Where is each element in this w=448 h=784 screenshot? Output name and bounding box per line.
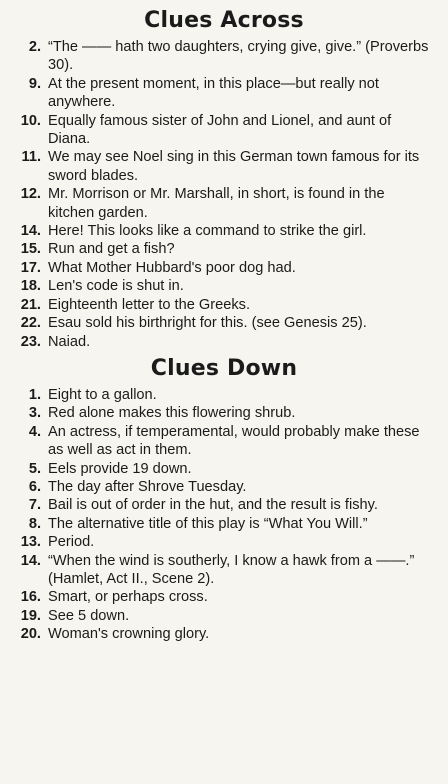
clue-text: Woman's crowning glory. — [48, 626, 210, 643]
clue-number: 15. — [20, 241, 41, 258]
clue-number: 5. — [28, 460, 41, 477]
clue-item — [8, 423, 440, 460]
clue-item — [8, 75, 440, 112]
clue-item — [8, 588, 440, 606]
clue-text: See 5 down. — [48, 607, 130, 624]
clue-text: The alternative title of this play is “What You Will.” — [48, 515, 368, 532]
clue-number: 18. — [20, 278, 41, 295]
clue-text: Period. — [48, 534, 95, 551]
clue-text: Len's code is shut in. — [48, 278, 184, 295]
clue-number: 17. — [20, 259, 41, 276]
clue-number: 14. — [20, 552, 41, 569]
clue-item — [8, 333, 440, 351]
clue-number: 4. — [28, 423, 41, 440]
clue-number: 10. — [20, 112, 41, 129]
clue-item — [8, 38, 440, 75]
clue-number: 13. — [20, 534, 41, 551]
clue-text: What Mother Hubbard's poor dog had. — [48, 259, 296, 276]
clue-item — [8, 277, 440, 295]
clue-item — [8, 314, 440, 332]
clue-number: 8. — [28, 515, 41, 532]
clue-text: Mr. Morrison or Mr. Marshall, in short, is found in the kitchen garden. — [48, 186, 385, 221]
clue-text: The day after Shrove Tuesday. — [48, 478, 247, 495]
clue-item — [8, 148, 440, 185]
clue-item — [8, 533, 440, 551]
clues-across-list — [8, 38, 440, 351]
clue-text: “When the wind is southerly, I know a hawk from a ——.” (Hamlet, Act II., Scene 2). — [48, 552, 415, 587]
clue-text: Smart, or perhaps cross. — [48, 589, 208, 606]
clue-item — [8, 625, 440, 643]
clues-across-section — [8, 4, 440, 351]
clue-item — [8, 496, 440, 514]
clue-item — [8, 404, 440, 422]
clue-number: 19. — [20, 607, 41, 624]
clues-down-section — [8, 352, 440, 644]
clue-text: Equally famous sister of John and Lionel, and aunt of Diana. — [48, 112, 392, 148]
clue-item — [8, 478, 440, 496]
clues-down-heading: Clues Down — [150, 355, 298, 381]
clue-text: Red alone makes this flowering shrub. — [48, 405, 296, 422]
clue-number: 16. — [20, 589, 41, 606]
clue-text: Eight to a gallon. — [48, 386, 157, 403]
clue-number: 11. — [21, 149, 41, 166]
clue-item — [8, 460, 440, 478]
clue-number: 1. — [28, 386, 41, 403]
clue-text: “The —— hath two daughters, crying give, give.” (Proverbs 30). — [48, 39, 429, 74]
clue-number: 22. — [20, 315, 41, 332]
clue-item — [8, 552, 440, 589]
clue-number: 12. — [20, 186, 41, 203]
clue-item — [8, 386, 440, 404]
clue-text: Eels provide 19 down. — [48, 460, 192, 477]
clue-number: 2. — [28, 39, 41, 55]
clue-item — [8, 515, 440, 533]
clue-text: At the present moment, in this place—but really not anywhere. — [48, 75, 379, 111]
clue-number: 9. — [28, 75, 41, 92]
clue-text: Here! This looks like a command to strike the girl. — [48, 223, 367, 240]
clue-text: Naiad. — [48, 333, 91, 350]
clue-text: Bail is out of order in the hut, and the result is fishy. — [48, 497, 378, 514]
clues-down-list — [8, 386, 440, 644]
clue-number: 14. — [20, 223, 41, 240]
clue-number: 23. — [20, 333, 41, 350]
clue-number: 6. — [28, 478, 41, 495]
clue-item — [8, 607, 440, 625]
clue-item — [8, 296, 440, 314]
clue-item — [8, 222, 440, 240]
clue-text: Esau sold his birthright for this. (see Genesis 25). — [48, 315, 367, 332]
clue-item — [8, 185, 440, 222]
clue-text: Eighteenth letter to the Greeks. — [48, 296, 250, 313]
clue-number: 21. — [20, 296, 41, 313]
clue-number: 7. — [28, 497, 41, 514]
clue-item — [8, 240, 440, 258]
clues-across-heading: Clues Across — [144, 8, 304, 33]
clue-number: 20. — [20, 626, 41, 643]
clue-item — [8, 112, 440, 149]
clue-text: An actress, if temperamental, would probably make these as well as act in them. — [48, 423, 420, 459]
clue-text: Run and get a fish? — [48, 241, 175, 258]
clue-number: 3. — [28, 405, 41, 422]
clue-text: We may see Noel sing in this German town famous for its sword blades. — [48, 149, 420, 184]
clue-item — [8, 259, 440, 277]
